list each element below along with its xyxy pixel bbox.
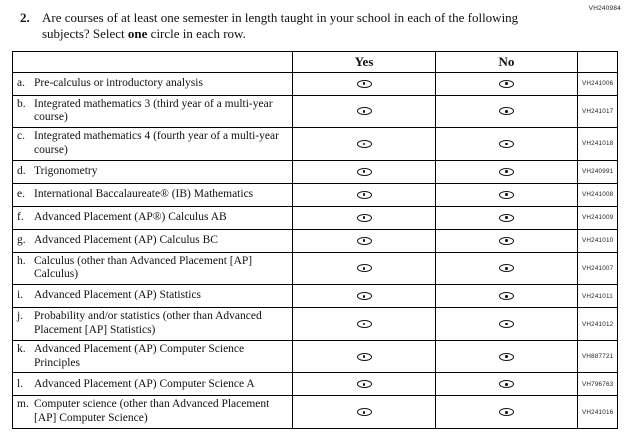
row-code: VH241017: [578, 95, 618, 128]
form-code: VH240984: [588, 5, 621, 12]
question-text: [42, 10, 547, 43]
row-letter: h.: [17, 254, 26, 267]
row-code: VH241007: [578, 252, 618, 285]
no-cell: [436, 206, 578, 229]
no-cell: [436, 252, 578, 285]
yes-bubble-icon[interactable]: [357, 237, 372, 245]
yes-bubble-icon[interactable]: [357, 214, 372, 222]
no-bubble-icon[interactable]: [499, 264, 514, 272]
yes-bubble-icon[interactable]: [357, 80, 372, 88]
yes-cell: [293, 308, 436, 341]
row-label: Trigonometry: [34, 164, 98, 177]
yes-column-header: Yes: [293, 51, 436, 72]
table-row: [13, 308, 618, 341]
table-row: [13, 128, 618, 161]
yes-cell: [293, 72, 436, 95]
yes-bubble-icon[interactable]: [357, 191, 372, 199]
no-cell: [436, 95, 578, 128]
question-bold-word: one: [127, 26, 148, 42]
row-label: Integrated mathematics 3 (third year of a multi-year course): [34, 97, 273, 124]
row-label: Advanced Placement (AP) Computer Science Principles: [34, 342, 245, 369]
yes-cell: [293, 160, 436, 183]
row-letter: b.: [17, 97, 26, 110]
table-row: [13, 340, 618, 373]
row-code: VH241016: [578, 396, 618, 429]
row-code: VH241010: [578, 229, 618, 252]
row-code: VH241008: [578, 183, 618, 206]
row-code: VH241009: [578, 206, 618, 229]
no-column-header: No: [436, 51, 578, 72]
row-letter: i.: [17, 289, 24, 302]
row-label-cell: [13, 95, 293, 128]
question-text-part2: circle in each row.: [147, 26, 246, 42]
no-bubble-icon[interactable]: [499, 107, 514, 115]
row-label: Probability and/or statistics (other than Advanced Placement [AP] Statistics): [34, 310, 262, 337]
row-code: VH241018: [578, 128, 618, 161]
code-column-header: [578, 51, 618, 72]
row-label: Integrated mathematics 4 (fourth year of a multi-year course): [34, 130, 279, 156]
yes-bubble-icon[interactable]: [357, 320, 372, 328]
no-cell: [436, 285, 578, 308]
row-code: VH241006: [578, 72, 618, 95]
row-letter: e.: [17, 187, 25, 200]
row-code: VH241011: [578, 285, 618, 308]
yes-bubble-icon[interactable]: [357, 107, 372, 115]
row-label: Advanced Placement (AP®) Calculus AB: [34, 210, 227, 223]
table-row: [13, 183, 618, 206]
table-row: [13, 229, 618, 252]
yes-cell: [293, 285, 436, 308]
yes-cell: [293, 95, 436, 128]
yes-cell: [293, 340, 436, 373]
row-label: Advanced Placement (AP) Statistics: [34, 289, 202, 302]
yes-bubble-icon[interactable]: [357, 408, 372, 416]
table-header-row: [13, 51, 618, 72]
question: [0, 0, 629, 49]
no-bubble-icon[interactable]: [499, 140, 514, 148]
row-code: VH887721: [578, 340, 618, 373]
row-label: International Baccalaureate® (IB) Mathematics: [34, 187, 254, 200]
no-cell: [436, 308, 578, 341]
no-bubble-icon[interactable]: [499, 292, 514, 300]
no-bubble-icon[interactable]: [499, 408, 514, 416]
yes-bubble-icon[interactable]: [357, 292, 372, 300]
yes-cell: [293, 396, 436, 429]
table-row: [13, 285, 618, 308]
row-letter: m.: [17, 398, 29, 411]
no-cell: [436, 160, 578, 183]
row-letter: j.: [17, 310, 24, 323]
no-cell: [436, 396, 578, 429]
table-row: [13, 72, 618, 95]
table-row: [13, 396, 618, 429]
label-column-header: [13, 51, 293, 72]
row-label-cell: [13, 285, 293, 308]
row-code: VH240991: [578, 160, 618, 183]
no-bubble-icon[interactable]: [499, 237, 514, 245]
row-label-cell: [13, 340, 293, 373]
row-label: Computer science (other than Advanced Placement [AP] Computer Science): [34, 398, 270, 425]
row-label: Advanced Placement (AP) Computer Science A: [34, 377, 255, 390]
subjects-table: [12, 51, 618, 430]
no-bubble-icon[interactable]: [499, 168, 514, 176]
row-code: VH241012: [578, 308, 618, 341]
yes-cell: [293, 206, 436, 229]
row-label-cell: [13, 308, 293, 341]
no-bubble-icon[interactable]: [499, 320, 514, 328]
row-code: VH796763: [578, 373, 618, 396]
subjects-table-body: [13, 72, 618, 429]
no-cell: [436, 340, 578, 373]
yes-bubble-icon[interactable]: [357, 353, 372, 361]
table-row: [13, 252, 618, 285]
yes-cell: [293, 373, 436, 396]
row-label: Advanced Placement (AP) Calculus BC: [34, 233, 218, 246]
row-letter: l.: [17, 377, 24, 390]
table-row: [13, 206, 618, 229]
row-letter: k.: [17, 342, 26, 355]
row-letter: d.: [17, 164, 26, 177]
table-row: [13, 160, 618, 183]
no-bubble-icon[interactable]: [499, 380, 514, 388]
no-cell: [436, 373, 578, 396]
row-label-cell: [13, 252, 293, 285]
yes-cell: [293, 229, 436, 252]
yes-bubble-icon[interactable]: [357, 264, 372, 272]
row-label-cell: [13, 206, 293, 229]
row-label-cell: [13, 373, 293, 396]
no-cell: [436, 229, 578, 252]
no-bubble-icon[interactable]: [499, 191, 514, 199]
yes-bubble-icon[interactable]: [357, 140, 372, 148]
question-text-part1: Are courses of at least one semester in length taught in your school in each of the following subjects? Select: [42, 10, 519, 42]
row-label-cell: [13, 128, 293, 161]
no-bubble-icon[interactable]: [499, 214, 514, 222]
question-number: 2.: [20, 10, 30, 25]
no-cell: [436, 183, 578, 206]
no-cell: [436, 72, 578, 95]
yes-cell: [293, 128, 436, 161]
row-letter: f.: [17, 210, 24, 223]
table-row: [13, 373, 618, 396]
row-label-cell: [13, 72, 293, 95]
row-letter: c.: [17, 130, 25, 143]
table-row: [13, 95, 618, 128]
yes-cell: [293, 252, 436, 285]
yes-bubble-icon[interactable]: [357, 168, 372, 176]
row-letter: a.: [17, 76, 25, 89]
no-bubble-icon[interactable]: [499, 80, 514, 88]
row-letter: g.: [17, 233, 26, 246]
no-bubble-icon[interactable]: [499, 353, 514, 361]
row-label: Calculus (other than Advanced Placement [AP] Calculus): [34, 254, 253, 281]
no-cell: [436, 128, 578, 161]
row-label-cell: [13, 229, 293, 252]
yes-cell: [293, 183, 436, 206]
row-label: Pre-calculus or introductory analysis: [34, 76, 203, 89]
yes-bubble-icon[interactable]: [357, 380, 372, 388]
row-label-cell: [13, 396, 293, 429]
row-label-cell: [13, 160, 293, 183]
row-label-cell: [13, 183, 293, 206]
